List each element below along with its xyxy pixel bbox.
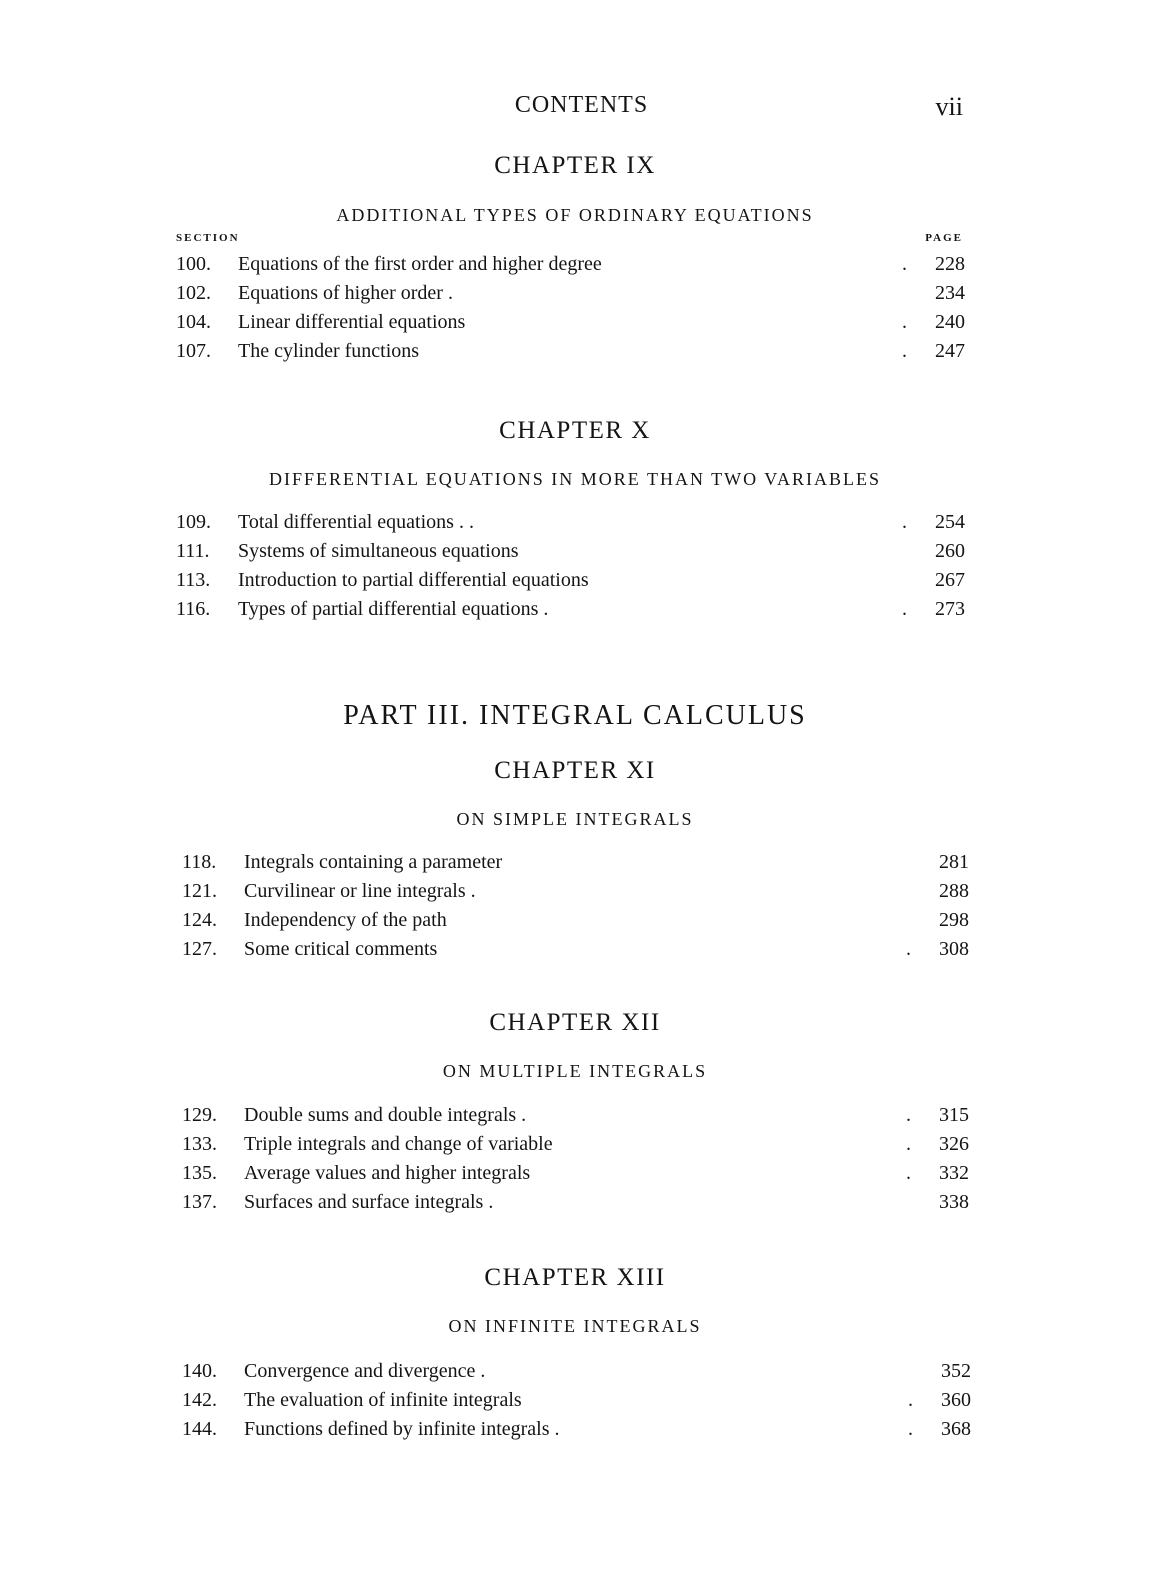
chapter-subtitle: DIFFERENTIAL EQUATIONS IN MORE THAN TWO VARIABLES (268, 469, 881, 489)
page-ref: 315 (939, 1104, 969, 1126)
entry-title: Systems of simultaneous equations (238, 540, 519, 562)
entry-title: Double sums and double integrals . (244, 1104, 527, 1126)
chapter-heading: CHAPTER X (499, 417, 651, 444)
chapter-subtitle: ADDITIONAL TYPES OF ORDINARY EQUATIONS (336, 205, 814, 225)
toc-entry[interactable] (176, 508, 965, 536)
toc-entry[interactable] (182, 1130, 969, 1158)
toc-entry[interactable] (176, 595, 965, 623)
toc-entry[interactable] (176, 337, 965, 365)
page-ref: 260 (935, 540, 965, 562)
page-ref: 240 (935, 311, 965, 333)
section-number: 124. (182, 909, 217, 931)
page-ref: 338 (939, 1191, 969, 1213)
page-ref: 352 (941, 1360, 971, 1382)
toc-entry[interactable] (182, 848, 969, 876)
section-number: 127. (182, 938, 217, 960)
entry-title: Convergence and divergence . (244, 1360, 486, 1382)
section-number: 140. (182, 1360, 217, 1382)
section-number: 111. (176, 540, 210, 562)
section-number: 109. (176, 511, 211, 533)
toc-entry[interactable] (182, 906, 969, 934)
entry-title: Types of partial differential equations . (238, 598, 549, 620)
toc-entry[interactable] (182, 1188, 969, 1216)
toc-entry[interactable] (176, 537, 965, 565)
entry-title: Integrals containing a parameter (244, 851, 503, 873)
page-ref: 360 (941, 1389, 971, 1411)
section-number: 129. (182, 1104, 217, 1126)
page-ref: 298 (939, 909, 969, 931)
section-number: 118. (182, 851, 217, 873)
entry-title: Triple integrals and change of variable (244, 1133, 553, 1155)
dot-leader: . (908, 1418, 913, 1440)
page-header (0, 92, 1163, 132)
page-ref: 368 (941, 1418, 971, 1440)
entry-title: Average values and higher integrals (244, 1162, 531, 1184)
entry-title: Equations of the first order and higher degree (238, 253, 602, 275)
chapter-heading: CHAPTER XII (489, 1009, 661, 1036)
page-column-header: PAGE (925, 232, 963, 244)
entry-title: Introduction to partial differential equations (238, 569, 589, 591)
entry-title: Curvilinear or line integrals . (244, 880, 476, 902)
section-number: 102. (176, 282, 211, 304)
dot-leader: . (902, 511, 907, 533)
section-number: 142. (182, 1389, 217, 1411)
page-ref: 228 (935, 253, 965, 275)
entry-title: Some critical comments (244, 938, 438, 960)
entry-title: Equations of higher order . (238, 282, 453, 304)
page-ref: 281 (939, 851, 969, 873)
toc-entry[interactable] (182, 1357, 971, 1385)
dot-leader: . (906, 1133, 911, 1155)
section-number: 100. (176, 253, 211, 275)
page-ref: 234 (935, 282, 965, 304)
entry-title: The cylinder functions (238, 340, 420, 362)
toc-entry[interactable] (176, 279, 965, 307)
toc-entry[interactable] (176, 250, 965, 278)
page-ref: 267 (935, 569, 965, 591)
section-number: 121. (182, 880, 217, 902)
page-number: vii (935, 92, 963, 121)
toc-entry[interactable] (182, 1415, 971, 1443)
page-ref: 247 (935, 340, 965, 362)
section-number: 135. (182, 1162, 217, 1184)
page-ref: 254 (935, 511, 965, 533)
toc-entry[interactable] (182, 1159, 969, 1187)
section-number: 107. (176, 340, 211, 362)
entry-title: Linear differential equations (238, 311, 466, 333)
dot-leader: . (906, 1162, 911, 1184)
entry-title: Independency of the path (244, 909, 447, 931)
page-ref: 273 (935, 598, 965, 620)
toc-entry[interactable] (182, 1101, 969, 1129)
entry-title: Surfaces and surface integrals . (244, 1191, 494, 1213)
dot-leader: . (902, 253, 907, 275)
entry-title: The evaluation of infinite integrals (244, 1389, 522, 1411)
chapter-subtitle: ON MULTIPLE INTEGRALS (442, 1061, 708, 1081)
entry-title: Total differential equations . . (238, 511, 474, 533)
chapter-subtitle: ON INFINITE INTEGRALS (448, 1316, 702, 1336)
chapter-subtitle: ON SIMPLE INTEGRALS (456, 809, 694, 829)
section-number: 113. (176, 569, 211, 591)
section-number: 116. (176, 598, 211, 620)
running-title: CONTENTS (514, 92, 649, 118)
section-number: 104. (176, 311, 211, 333)
section-number: 133. (182, 1133, 217, 1155)
entry-title: Functions defined by infinite integrals . (244, 1418, 560, 1440)
dot-leader: . (908, 1389, 913, 1411)
section-number: 137. (182, 1191, 217, 1213)
part-heading: PART III. INTEGRAL CALCULUS (343, 700, 807, 731)
section-column-header: SECTION (176, 232, 240, 244)
dot-leader: . (902, 598, 907, 620)
toc-entry[interactable] (176, 308, 965, 336)
toc-entry[interactable] (182, 877, 969, 905)
chapter-heading: CHAPTER XI (494, 757, 656, 784)
page-ref: 308 (939, 938, 969, 960)
page-ref: 288 (939, 880, 969, 902)
dot-leader: . (902, 311, 907, 333)
page-ref: 326 (939, 1133, 969, 1155)
toc-entry[interactable] (182, 1386, 971, 1414)
toc-entry[interactable] (176, 566, 965, 594)
dot-leader: . (906, 938, 911, 960)
dot-leader: . (902, 340, 907, 362)
chapter-heading: CHAPTER XIII (484, 1264, 666, 1291)
dot-leader: . (906, 1104, 911, 1126)
section-number: 144. (182, 1418, 217, 1440)
toc-entry[interactable] (182, 935, 969, 963)
chapter-heading: CHAPTER IX (494, 152, 656, 179)
page-ref: 332 (939, 1162, 969, 1184)
